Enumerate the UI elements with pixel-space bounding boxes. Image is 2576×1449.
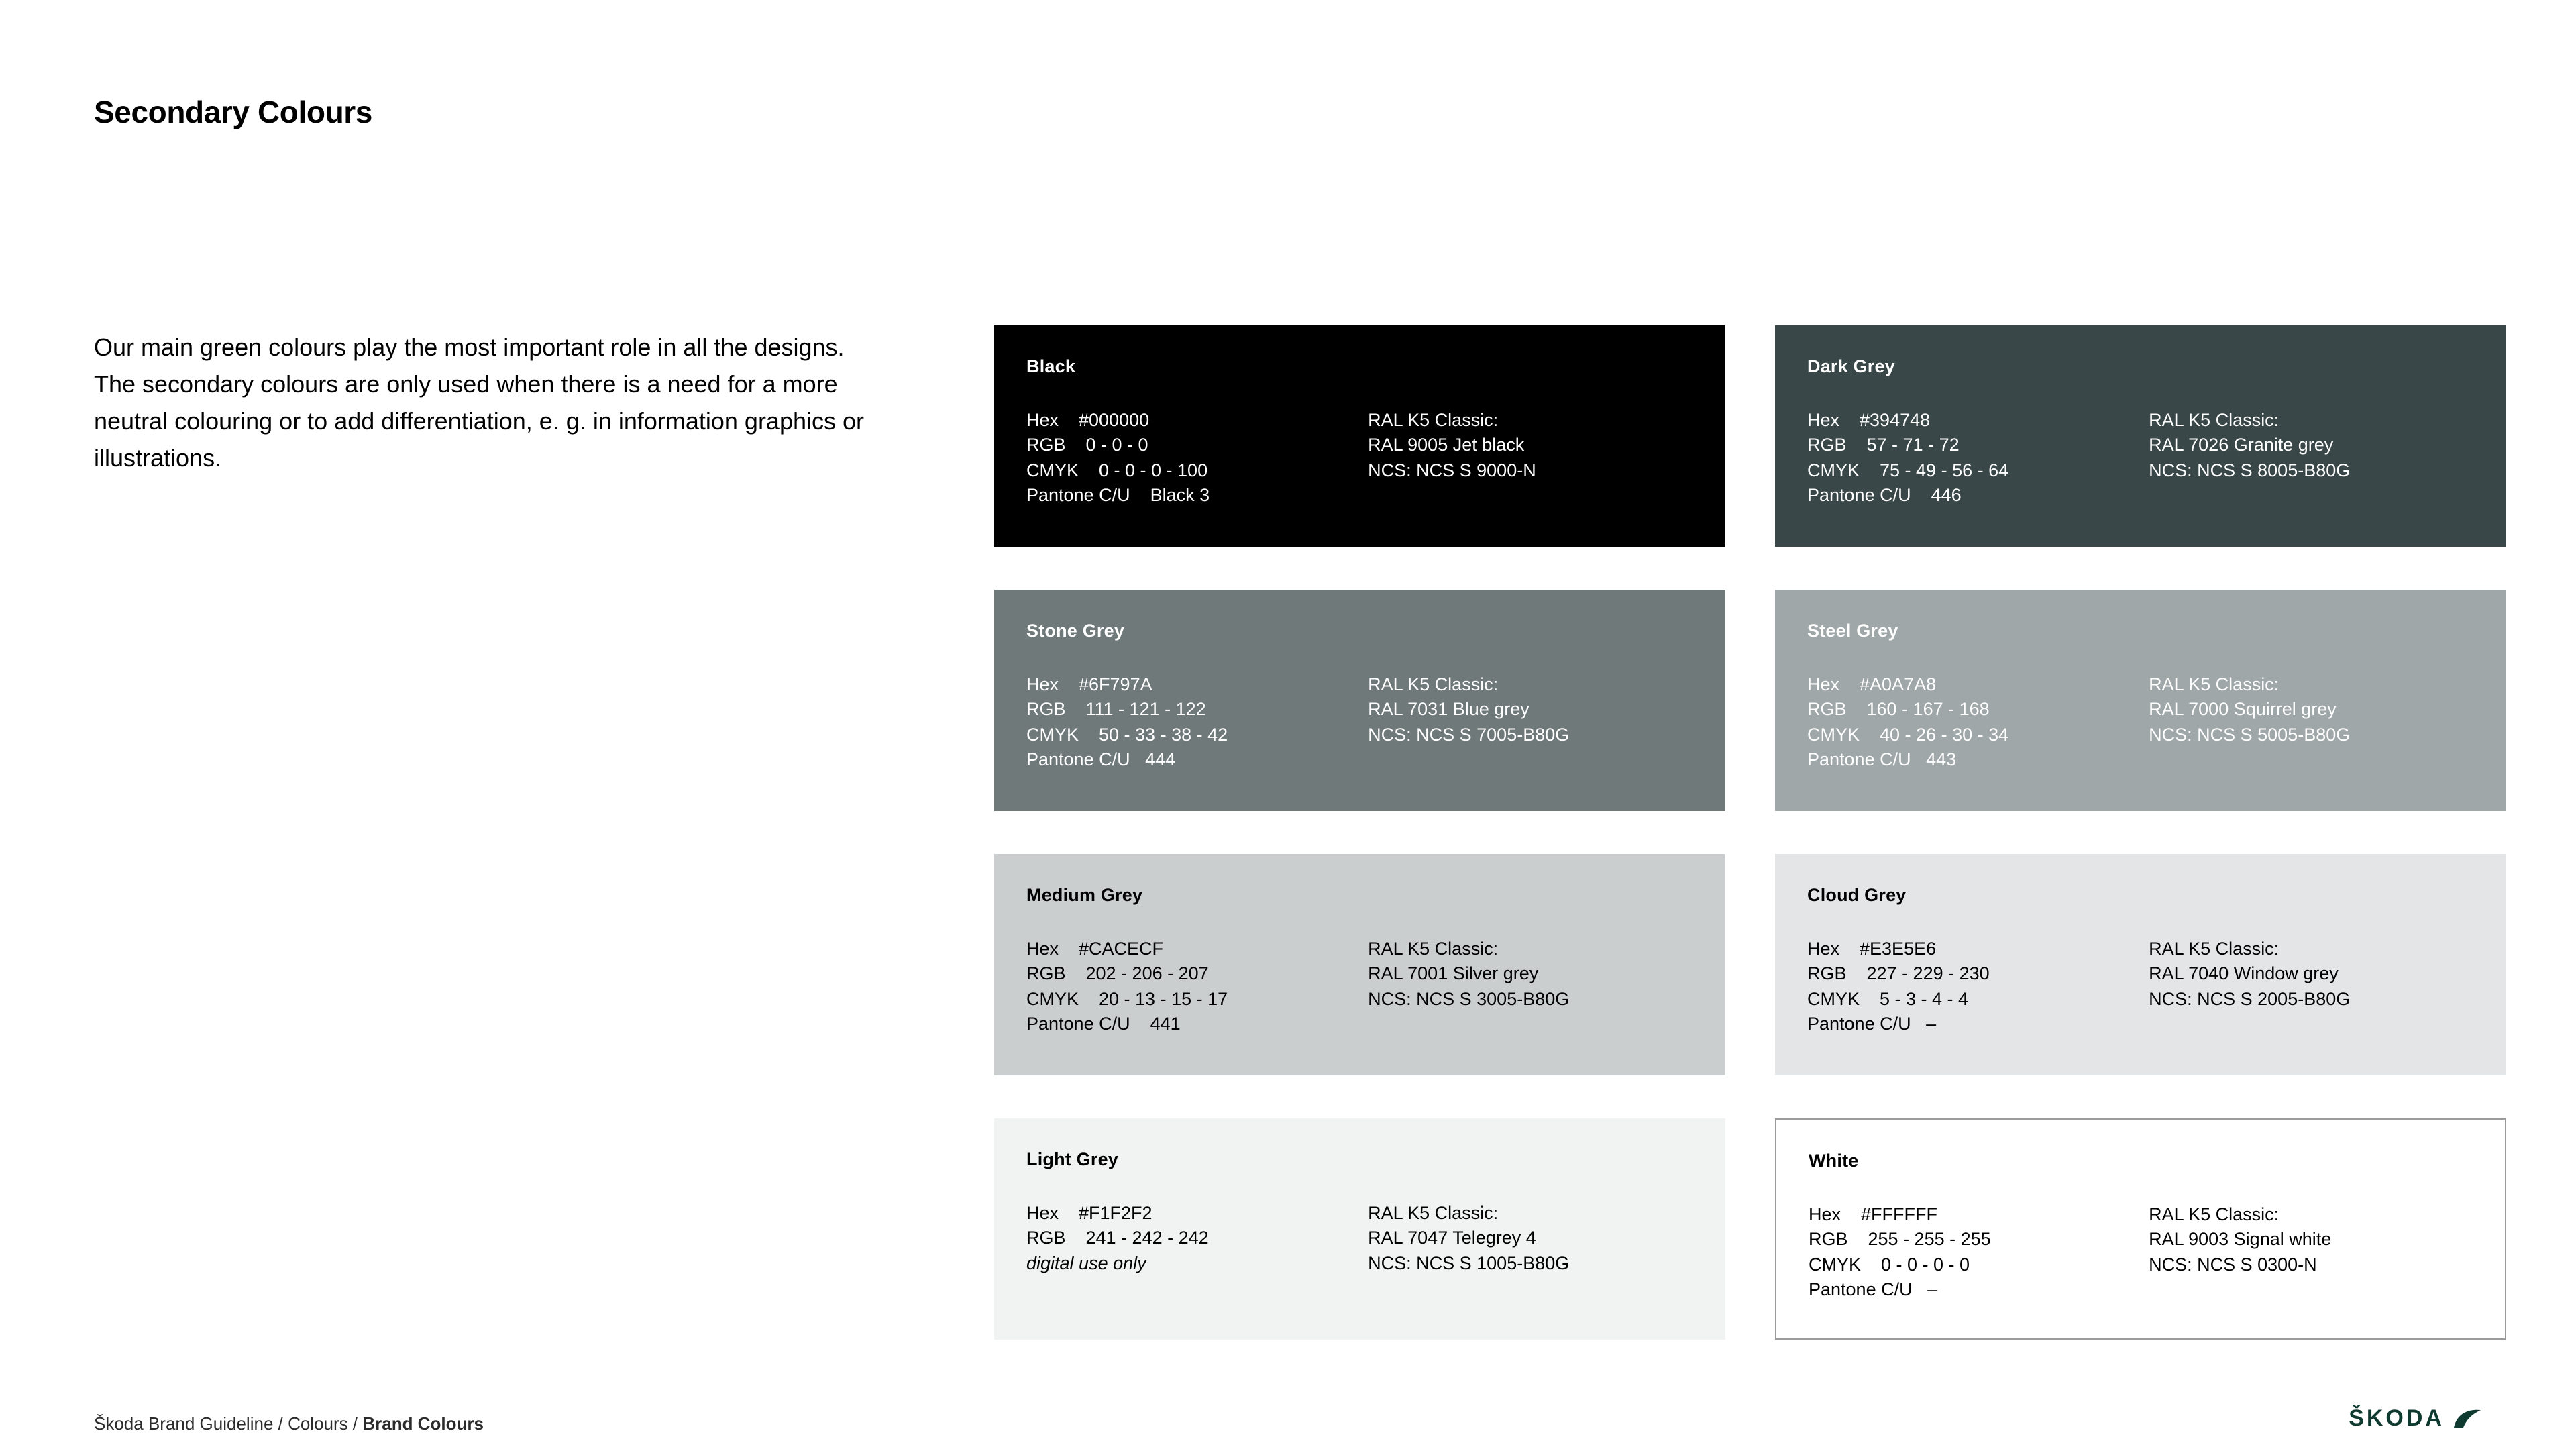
swatch-values-column	[1807, 936, 2149, 1036]
swatch-reference-line: RAL 7001 Silver grey	[1368, 963, 1539, 984]
swatch-reference-line: NCS: NCS S 9000-N	[1368, 460, 1536, 480]
swatch-values-column	[1026, 1201, 1368, 1276]
swatch-value-line: RGB 111 - 121 - 122	[1026, 699, 1206, 720]
swatch-value-line: RGB 57 - 71 - 72	[1807, 435, 1960, 455]
swatch-reference-line: RAL 9005 Jet black	[1368, 435, 1525, 455]
colour-swatch-light-grey	[994, 1118, 1725, 1340]
swatch-row	[994, 590, 2497, 811]
swatch-name: Medium Grey	[1026, 885, 1143, 905]
swatch-reference-column	[1368, 672, 1693, 772]
swatch-value-line: Hex #F1F2F2	[1026, 1203, 1152, 1223]
swatch-value-line: RGB 202 - 206 - 207	[1026, 963, 1209, 984]
swatch-values-column	[1807, 672, 2149, 772]
swatch-reference-column	[2149, 672, 2474, 772]
swatch-value-line: Hex #000000	[1026, 410, 1150, 430]
swatch-value-line: RGB 227 - 229 - 230	[1807, 963, 1990, 984]
swatch-value-line: CMYK 75 - 49 - 56 - 64	[1807, 460, 2009, 480]
swatch-row	[994, 325, 2497, 547]
swatch-value-line: CMYK 0 - 0 - 0 - 0	[1809, 1254, 1970, 1275]
swatch-value-line: RGB 255 - 255 - 255	[1809, 1229, 1991, 1250]
colour-swatch-grid	[994, 325, 2497, 1383]
swatch-detail-columns	[1809, 1202, 2473, 1302]
swatch-detail-columns	[1026, 1201, 1693, 1276]
colour-swatch-cloud-grey	[1775, 854, 2506, 1075]
colour-swatch-dark-grey	[1775, 325, 2506, 547]
colour-swatch-steel-grey	[1775, 590, 2506, 811]
logo-wordmark: ŠKODA	[2349, 1405, 2445, 1431]
swatch-reference-line: NCS: NCS S 7005-B80G	[1368, 724, 1570, 745]
swatch-value-line: CMYK 0 - 0 - 0 - 100	[1026, 460, 1208, 480]
swatch-reference-line: NCS: NCS S 5005-B80G	[2149, 724, 2351, 745]
swatch-reference-column	[1368, 1201, 1693, 1276]
swatch-name: Dark Grey	[1807, 356, 1895, 376]
swatch-value-line: RGB 160 - 167 - 168	[1807, 699, 1990, 720]
swatch-value-line: RGB 0 - 0 - 0	[1026, 435, 1148, 455]
swatch-reference-column	[1368, 936, 1693, 1036]
colour-swatch-black	[994, 325, 1725, 547]
swatch-name: Black	[1026, 356, 1076, 376]
swatch-reference-line: NCS: NCS S 1005-B80G	[1368, 1252, 1570, 1273]
footer-current-section: Brand Colours	[362, 1413, 484, 1434]
swatch-reference-column	[1368, 408, 1693, 508]
swatch-reference-column	[2149, 936, 2474, 1036]
swatch-reference-line: NCS: NCS S 3005-B80G	[1368, 988, 1570, 1009]
swatch-detail-columns	[1026, 408, 1693, 508]
swatch-value-line: CMYK 40 - 26 - 30 - 34	[1807, 724, 2009, 745]
swatch-reference-line: RAL K5 Classic:	[2149, 410, 2279, 430]
swatch-detail-columns	[1807, 672, 2474, 772]
skoda-logo	[2349, 1405, 2482, 1432]
swatch-reference-line: RAL K5 Classic:	[2149, 674, 2279, 694]
swatch-reference-line: RAL K5 Classic:	[2149, 938, 2279, 959]
swatch-value-line: Pantone C/U –	[1809, 1279, 1938, 1299]
swatch-reference-line: RAL 7026 Granite grey	[2149, 435, 2334, 455]
page-title: Secondary Colours	[94, 95, 372, 129]
swatch-row	[994, 854, 2497, 1075]
intro-paragraph: Our main green colours play the most important role in all the designs. The secondary colours are only used when there is a need for a more neutral colouring or to add differentiation, e. g. in information graphics or illustrations.	[94, 333, 865, 472]
swatch-value-line: Pantone C/U Black 3	[1026, 484, 1210, 505]
swatch-value-line: Hex #E3E5E6	[1807, 938, 1937, 959]
swatch-value-line: Pantone C/U –	[1807, 1013, 1937, 1034]
colour-swatch-white	[1775, 1118, 2506, 1340]
swatch-detail-columns	[1026, 936, 1693, 1036]
swatch-name: Steel Grey	[1807, 621, 1898, 641]
swatch-reference-line: RAL K5 Classic:	[2149, 1204, 2279, 1224]
swatch-value-line: RGB 241 - 242 - 242	[1026, 1228, 1209, 1248]
swatch-reference-line: RAL 7031 Blue grey	[1368, 699, 1529, 720]
colour-swatch-stone-grey	[994, 590, 1725, 811]
colour-swatch-medium-grey	[994, 854, 1725, 1075]
swatch-reference-line: RAL 9003 Signal white	[2149, 1229, 2332, 1250]
swatch-value-line: digital use only	[1026, 1252, 1146, 1273]
swatch-reference-column	[2149, 408, 2474, 508]
swatch-name: Cloud Grey	[1807, 885, 1907, 905]
swatch-reference-line: RAL K5 Classic:	[1368, 938, 1499, 959]
swatch-values-column	[1807, 408, 2149, 508]
skoda-winged-arrow-icon	[2453, 1407, 2482, 1430]
swatch-reference-column	[2149, 1202, 2473, 1302]
swatch-name: White	[1809, 1150, 1859, 1171]
swatch-reference-line: NCS: NCS S 2005-B80G	[2149, 988, 2351, 1009]
swatch-detail-columns	[1807, 408, 2474, 508]
footer-breadcrumb	[94, 1413, 484, 1434]
swatch-value-line: CMYK 20 - 13 - 15 - 17	[1026, 988, 1228, 1009]
swatch-values-column	[1026, 672, 1368, 772]
swatch-value-line: Pantone C/U 443	[1807, 749, 1957, 769]
footer-prefix: Škoda Brand Guideline / Colours /	[94, 1413, 363, 1434]
swatch-values-column	[1026, 936, 1368, 1036]
swatch-reference-line: RAL K5 Classic:	[1368, 410, 1499, 430]
swatch-name: Stone Grey	[1026, 621, 1125, 641]
swatch-value-line: Hex #A0A7A8	[1807, 674, 1937, 694]
swatch-reference-line: NCS: NCS S 8005-B80G	[2149, 460, 2351, 480]
swatch-reference-line: RAL 7047 Telegrey 4	[1368, 1228, 1536, 1248]
swatch-reference-line: RAL K5 Classic:	[1368, 674, 1499, 694]
swatch-value-line: Pantone C/U 444	[1026, 749, 1176, 769]
swatch-values-column	[1809, 1202, 2149, 1302]
swatch-value-line: Pantone C/U 446	[1807, 484, 1962, 505]
swatch-reference-line: RAL 7040 Window grey	[2149, 963, 2339, 984]
swatch-value-line: Hex #394748	[1807, 410, 1931, 430]
swatch-value-line: Hex #CACECF	[1026, 938, 1164, 959]
swatch-value-line: CMYK 5 - 3 - 4 - 4	[1807, 988, 1969, 1009]
swatch-detail-columns	[1026, 672, 1693, 772]
swatch-value-line: CMYK 50 - 33 - 38 - 42	[1026, 724, 1228, 745]
swatch-detail-columns	[1807, 936, 2474, 1036]
swatch-reference-line: RAL K5 Classic:	[1368, 1203, 1499, 1223]
swatch-reference-line: NCS: NCS S 0300-N	[2149, 1254, 2317, 1275]
swatch-value-line: Pantone C/U 441	[1026, 1013, 1181, 1034]
swatch-value-line: Hex #6F797A	[1026, 674, 1152, 694]
swatch-values-column	[1026, 408, 1368, 508]
swatch-row	[994, 1118, 2497, 1340]
swatch-name: Light Grey	[1026, 1149, 1119, 1169]
swatch-value-line: Hex #FFFFFF	[1809, 1204, 1937, 1224]
swatch-reference-line: RAL 7000 Squirrel grey	[2149, 699, 2337, 720]
